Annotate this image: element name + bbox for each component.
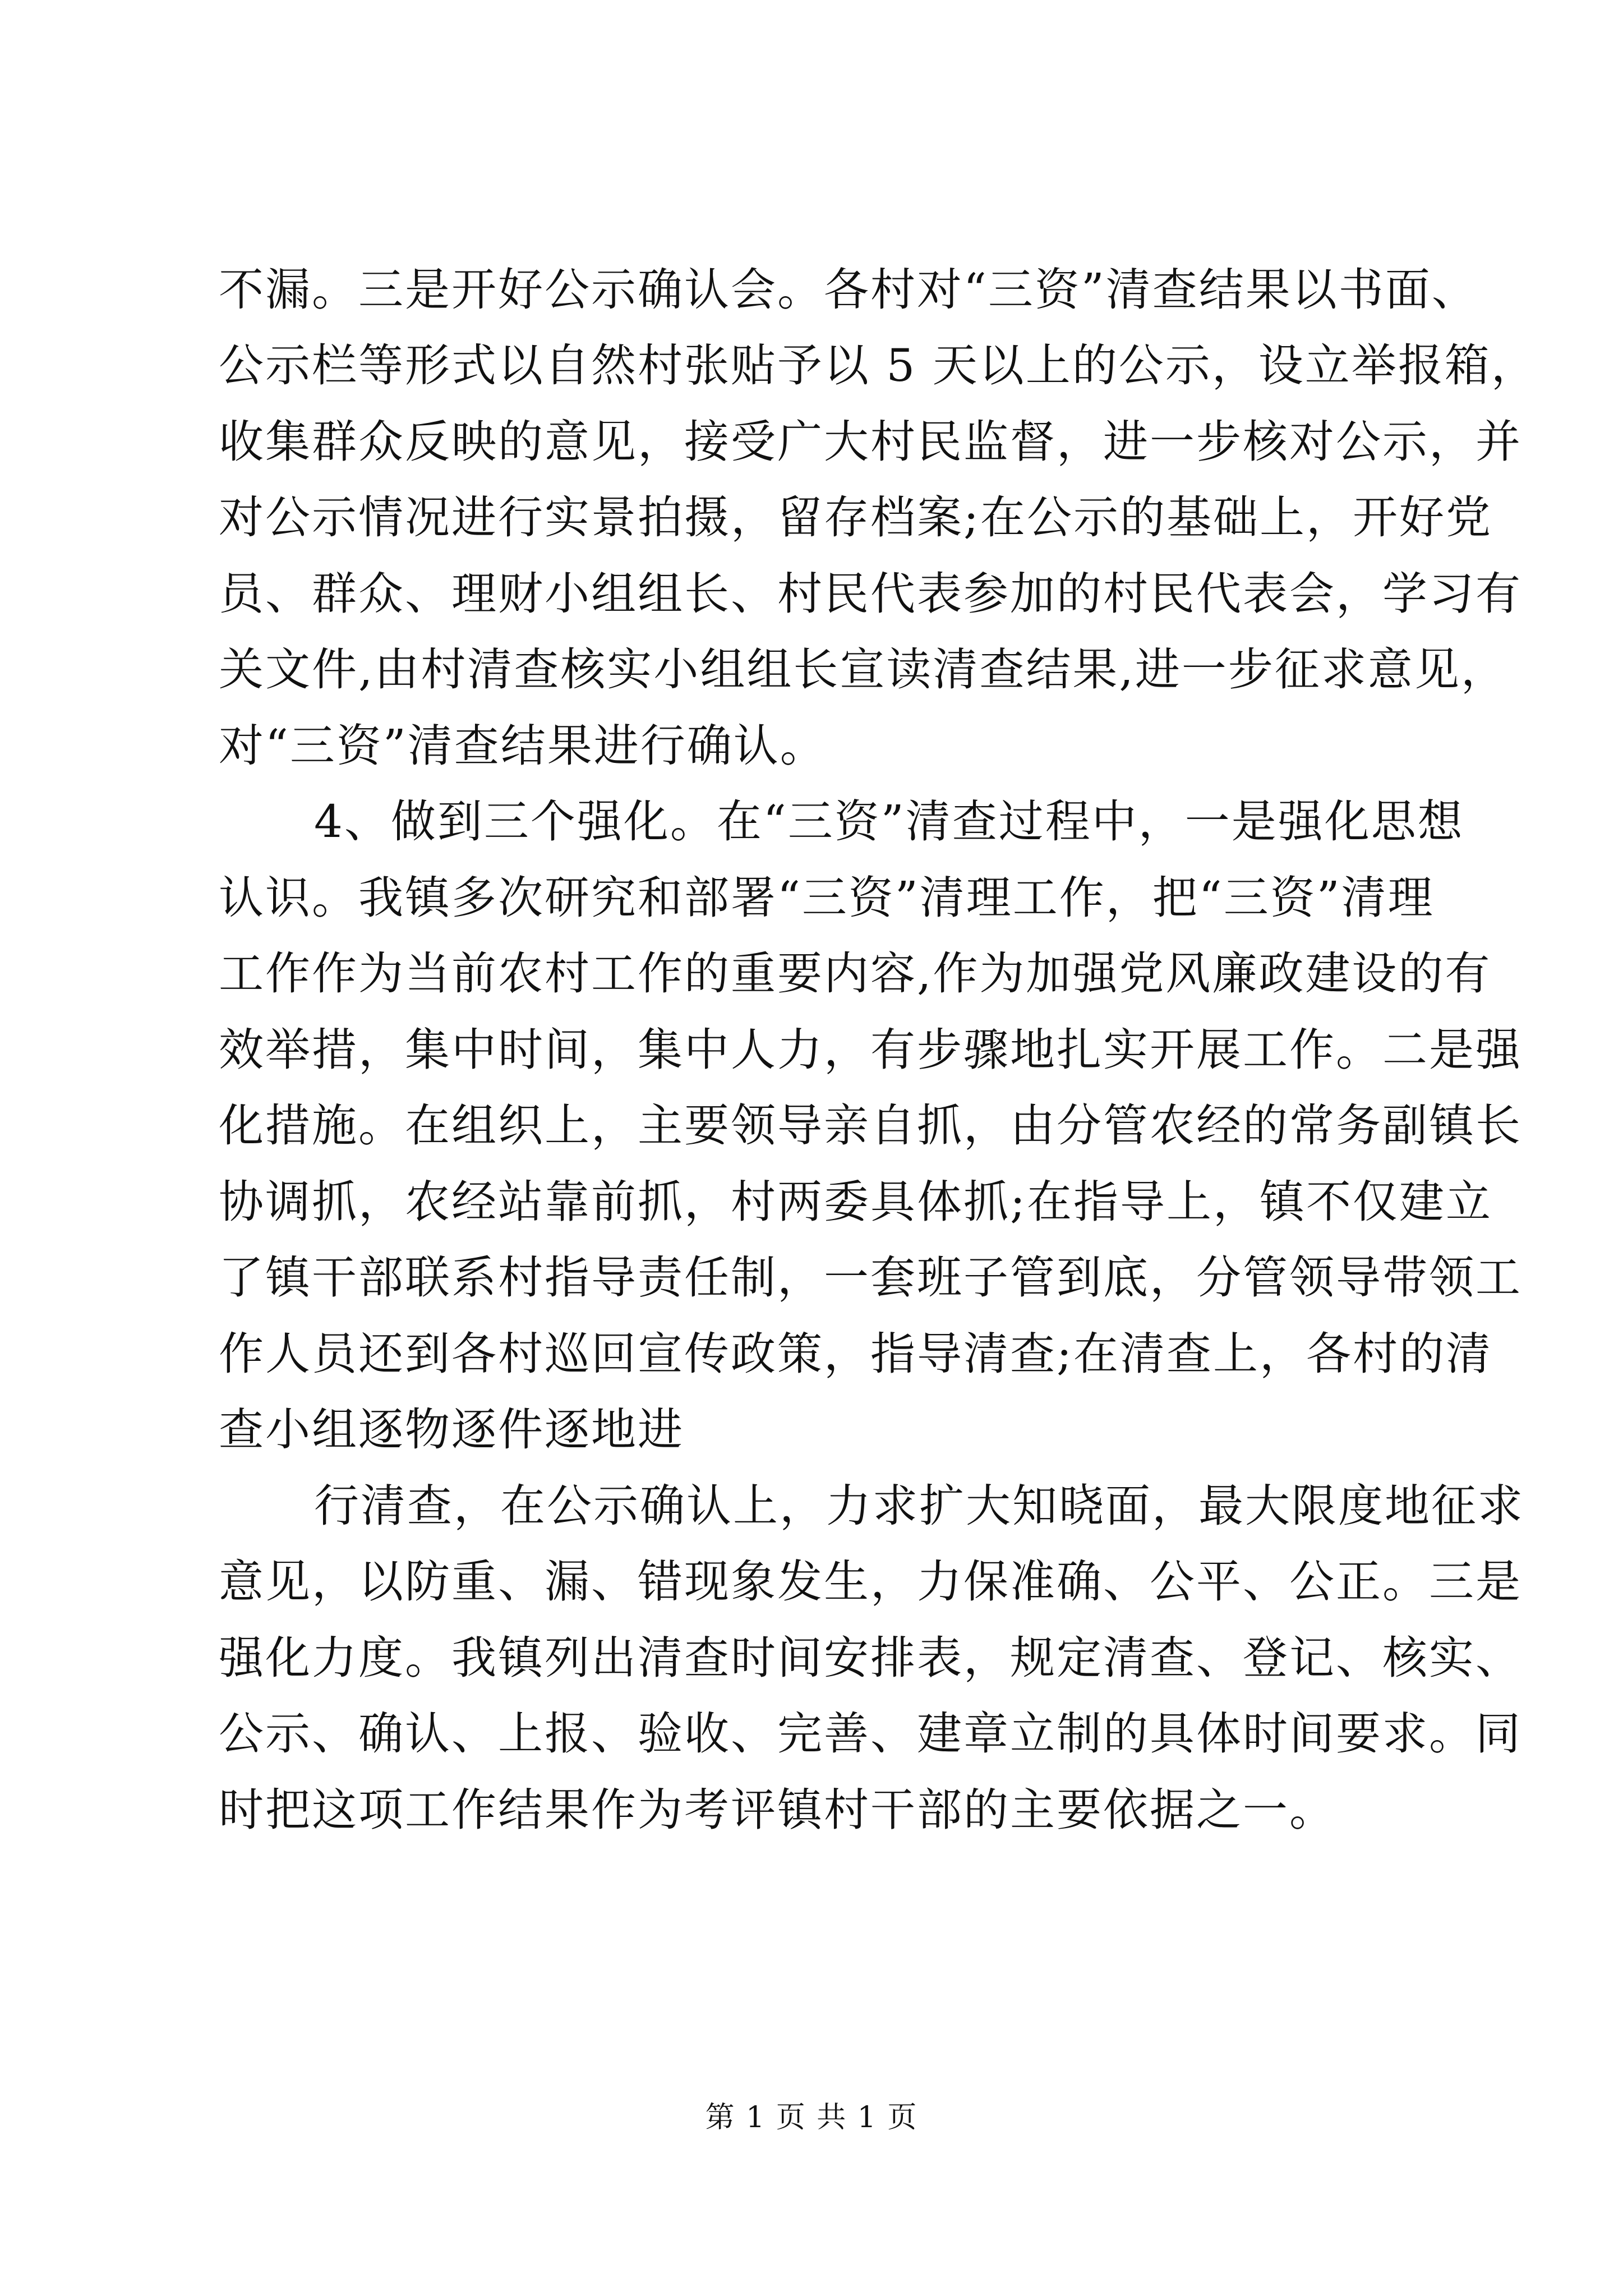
text-line: 员、群众、理财小组组长、村民代表参加的村民代表会，学习有 xyxy=(219,568,1522,620)
text-line: 认识。我镇多次研究和部署“三资”清理工作，把“三资”清理 xyxy=(219,872,1435,924)
text-line: 不漏。三是开好公示确认会。各村对“三资”清查结果以书面、 xyxy=(219,264,1478,316)
text-line: 时把这项工作结果作为考评镇村干部的主要依据之一。 xyxy=(219,1784,1336,1836)
text-line: 强化力度。我镇列出清查时间安排表，规定清查、登记、核实、 xyxy=(219,1632,1522,1684)
text-line: 协调抓，农经站靠前抓，村两委具体抓;在指导上，镇不仅建立 xyxy=(219,1176,1492,1228)
text-line: 了镇干部联系村指导责任制，一套班子管到底，分管领导带领工 xyxy=(219,1251,1522,1304)
text-line: 作人员还到各村巡回宣传政策，指导清查;在清查上，各村的清 xyxy=(219,1328,1492,1380)
text-line: 化措施。在组织上，主要领导亲自抓，由分管农经的常务副镇长 xyxy=(219,1099,1522,1152)
page-number-footer: 第 1 页 共 1 页 xyxy=(705,2101,918,2134)
text-line: 关文件,由村清查核实小组组长宣读清查结果,进一步征求意见， xyxy=(219,643,1507,696)
text-line: 公示栏等形式以自然村张贴予以 5 天以上的公示，设立举报箱， xyxy=(219,339,1538,392)
text-line: 查小组逐物逐件逐地进 xyxy=(219,1404,684,1456)
text-line: 效举措，集中时间，集中人力，有步骤地扎实开展工作。二是强 xyxy=(219,1024,1522,1076)
text-line: 工作作为当前农村工作的重要内容,作为加强党风廉政建设的有 xyxy=(219,947,1492,1000)
text-line: 公示、确认、上报、验收、完善、建章立制的具体时间要求。同 xyxy=(219,1708,1522,1760)
text-line: 对公示情况进行实景拍摄，留存档案;在公示的基础上，开好党 xyxy=(219,491,1492,544)
text-line: 意见，以防重、漏、错现象发生，力保准确、公平、公正。三是 xyxy=(219,1556,1522,1608)
paragraph-start-line: 4、做到三个强化。在“三资”清查过程中，一是强化思想 xyxy=(314,795,1464,848)
text-line: 对“三资”清查结果进行确认。 xyxy=(219,720,827,772)
text-line: 收集群众反映的意见，接受广大村民监督，进一步核对公示，并 xyxy=(219,416,1522,468)
paragraph-start-line: 行清查，在公示确认上，力求扩大知晓面，最大限度地征求 xyxy=(314,1480,1524,1532)
